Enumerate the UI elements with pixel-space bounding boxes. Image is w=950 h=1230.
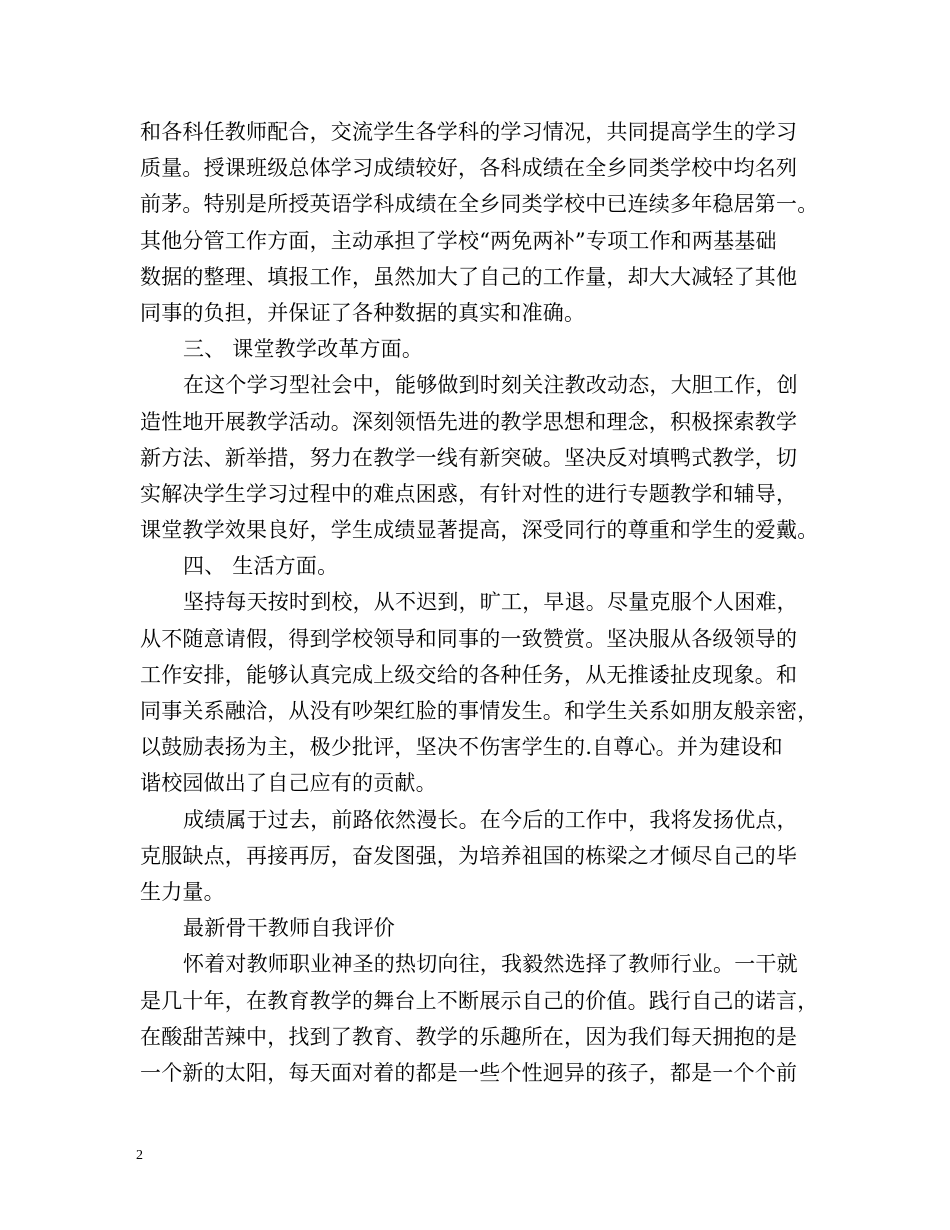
text-line: 新方法、新举措，努力在教学一线有新突破。坚决反对填鸭式教学，切 [140,445,798,470]
text-line: 怀着对教师职业神圣的热切向往，我毅然选择了教师行业。一干就 [183,952,798,977]
text-line: 其他分管工作方面，主动承担了学校“两免两补”专项工作和两基基础 [140,228,777,253]
text-line: 和各科任教师配合，交流学生各学科的学习情况，共同提高学生的学习 [140,120,798,144]
text-line: 质量。授课班级总体学习成绩较好，各科成绩在全乡同类学校中均名列 [140,156,798,181]
text-line: 成绩属于过去，前路依然漫长。在今后的工作中，我将发扬优点， [183,807,798,832]
page-number: 2 [136,1148,143,1163]
text-line: 数据的整理、填报工作，虽然加大了自己的工作量，却大大减轻了其他 [140,264,798,289]
text-line: 课堂教学效果良好，学生成绩显著提高，深受同行的尊重和学生的爱戴。 [140,518,819,543]
text-line: 同事关系融洽，从没有吵架红脸的事情发生。和学生关系如朋友般亲密， [140,699,819,723]
text-line: 从不随意请假，得到学校领导和同事的一致赞赏。坚决服从各级领导的 [140,626,798,651]
text-line: 实解决学生学习过程中的难点困惑，有针对性的进行专题教学和辅导， [140,481,798,506]
text-line: 谐校园做出了自己应有的贡献。 [140,771,437,796]
text-line: 同事的负担，并保证了各种数据的真实和准确。 [140,300,586,325]
text-line: 在酸甜苦辣中，找到了教育、教学的乐趣所在，因为我们每天拥抱的是 [140,1024,798,1049]
text-line: 工作安排，能够认真完成上级交给的各种任务，从无推诿扯皮现象。和 [140,662,798,687]
text-line: 在这个学习型社会中，能够做到时刻关注教改动态，大胆工作，创 [183,373,798,398]
text-line: 克服缺点，再接再厉，奋发图强，为培养祖国的栋梁之才倾尽自己的毕 [140,843,798,868]
text-line: 生力量。 [140,879,225,904]
text-line: 前茅。特别是所授英语学科成绩在全乡同类学校中已连续多年稳居第一。 [140,192,819,217]
text-line: 以鼓励表扬为主，极少批评，坚决不伤害学生的.自尊心。并为建设和 [140,735,783,760]
text-line: 一个新的太阳，每天面对着的都是一些个性迥异的孩子，都是一个个前 [140,1060,798,1085]
text-line: 四、 生活方面。 [183,554,339,579]
text-line: 三、 课堂教学改革方面。 [183,337,424,362]
text-line: 造性地开展教学活动。深刻领悟先进的教学思想和理念，积极探索教学 [140,409,798,434]
body-text [140,114,830,1091]
text-line: 坚持每天按时到校，从不迟到，旷工，早退。尽量克服个人困难， [183,590,798,615]
text-line: 最新骨干教师自我评价 [183,916,395,941]
text-line: 是几十年，在教育教学的舞台上不断展示自己的价值。践行自己的诺言， [140,988,819,1013]
